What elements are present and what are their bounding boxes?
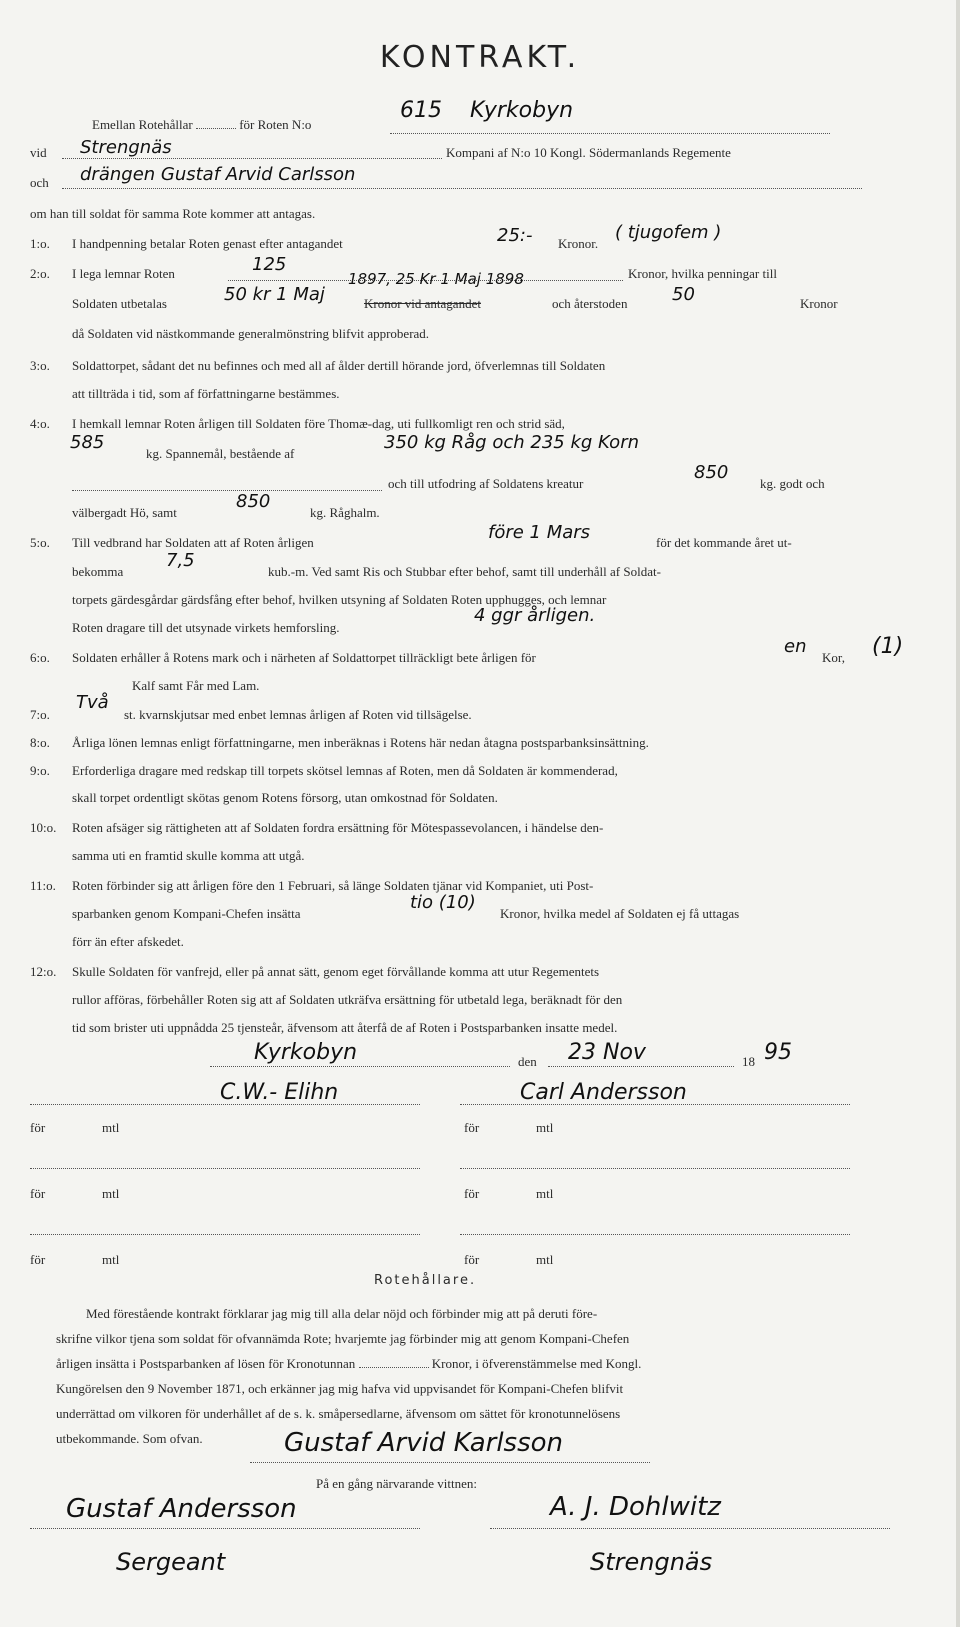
clause-8 [30, 735, 649, 751]
clause-text: I lega lemnar Roten [72, 266, 175, 281]
witness-left-title: Sergeant [116, 1548, 226, 1576]
clause-text: skall torpet ordentligt skötas genom Rotens försorg, utan omkostnad för Soldaten. [72, 790, 498, 805]
clause-11 [30, 878, 593, 894]
clause-text: Soldattorpet, sådant det nu befinnes och med all af ålder dertill hörande jord, öfverlemnas till Soldaten [72, 358, 606, 373]
rotehallare-label: Rotehållare. [374, 1273, 477, 1288]
clause-number: 7:o. [30, 707, 50, 722]
closing-text: underrättad om vilkoren för underhållet af de s. k. småpersedlarne, äfvensom om sättet för kronotunnelösens [56, 1406, 621, 1421]
clause-number: 2:o. [30, 266, 50, 281]
mtl-label: mtl [536, 1120, 554, 1135]
deposit-amount-handwriting: tio (10) [410, 892, 476, 913]
intro-text: vid [30, 145, 47, 160]
witness-right-place: Strengnäs [590, 1548, 713, 1576]
firewood-date-handwriting: före 1 Mars [488, 522, 591, 543]
date-year-handwriting: 95 [764, 1040, 792, 1065]
clause-text: Soldaten utbetalas [72, 296, 167, 311]
clause-number: 3:o. [30, 358, 50, 373]
clause-text: Kronor [800, 296, 838, 311]
clause-number: 9:o. [30, 763, 50, 778]
closing-text-part: Kronor, i öfverenstämmelse med Kongl. [431, 1356, 642, 1371]
witness-label: På en gång närvarande vittnen: [316, 1476, 477, 1491]
clause-text: Roten dragare till det utsynade virkets hemforsling. [72, 620, 340, 635]
struck-text: Kronor vid antagandet [364, 296, 481, 311]
clause-text: I hemkall lemnar Roten årligen till Soldaten före Thomæ-dag, uti fullkomligt ren och strid säd, [72, 416, 565, 431]
clause-text: Roten afsäger sig rättigheten att af Soldaten fordra ersättning för Mötespassevolancen, i händelse den- [72, 820, 604, 835]
clause-number: 12:o. [30, 964, 57, 979]
clause-12 [30, 964, 599, 980]
clause-text: Årliga lönen lemnas enligt författningarne, men inberäknas i Rotens här nedan åtagna postsparbanksinsättning. [72, 735, 649, 750]
clause-6 [30, 650, 536, 666]
clause-text: rullor afföras, förbehåller Roten sig att af Soldaten utkräfva ersättning för utbetald lega, beräknadt för den [72, 992, 623, 1007]
clause-text: Erforderliga dragare med redskap till torpets skötsel lemnas af Roten, men då Soldaten är kommenderad, [72, 763, 618, 778]
company-place-handwriting: Strengnäs [80, 137, 172, 158]
witness-left-signature: Gustaf Andersson [66, 1494, 297, 1524]
clause-text: Kronor. [558, 236, 599, 251]
clause-text: välbergadt Hö, samt [72, 505, 177, 520]
for-label: för [30, 1120, 46, 1135]
for-label: för [464, 1120, 480, 1135]
document-title: KONTRAKT. [379, 40, 581, 75]
clause-text: I handpenning betalar Roten genast efter antagandet [72, 236, 343, 251]
clause-9 [30, 763, 618, 779]
clause-text: bekomma [72, 564, 124, 579]
intro-text: Emellan Rotehållar [92, 117, 193, 132]
clause-text: torpets gärdesgårdar gärdsfång efter behof, hvilken utsyning af Soldaten Roten upphugges, och lemnar [72, 592, 607, 607]
clause-text: och återstoden [552, 296, 628, 311]
soldier-name-handwriting: drängen Gustaf Arvid Carlsson [80, 164, 356, 185]
clause-text: att tillträda i tid, som af författningarne bestämmes. [72, 386, 340, 401]
date-day-handwriting: 23 Nov [568, 1040, 646, 1065]
closing-text-part: årligen insätta i Postsparbanken af lösen för Kronotunnan [56, 1356, 356, 1371]
clause-text: förr än efter afskedet. [72, 934, 184, 949]
date-label: den [518, 1054, 537, 1069]
payment-schedule-handwriting: 50 kr 1 Maj [224, 284, 325, 305]
closing-text [56, 1356, 641, 1372]
clause-1 [30, 236, 343, 252]
for-label: för [464, 1186, 480, 1201]
date-place-handwriting: Kyrkobyn [254, 1040, 358, 1065]
intro-text: om han till soldat för samma Rote kommer att antagas. [30, 206, 316, 221]
clause-number: 10:o. [30, 820, 57, 835]
clause-text: Kalf samt Får med Lam. [132, 678, 260, 693]
intro-text: och [30, 175, 49, 190]
intro-text: för Roten N:o [239, 117, 312, 132]
clause-text: Till vedbrand har Soldaten att af Roten årligen [72, 535, 314, 550]
clause-text: då Soldaten vid nästkommande generalmönstring blifvit approberad. [72, 326, 430, 341]
hay-kg-handwriting: 850 [694, 462, 729, 483]
clause-number: 5:o. [30, 535, 50, 550]
clause-text: kg. Spannemål, bestående af [146, 446, 295, 461]
closing-text: Kungörelsen den 9 November 1871, och erkänner jag mig hafva vid uppvisandet för Kompani-Chefen blifvit [56, 1381, 624, 1396]
clause-number: 6:o. [30, 650, 50, 665]
mill-trips-handwriting: Två [76, 692, 109, 713]
clause-text: sparbanken genom Kompani-Chefen insätta [72, 906, 301, 921]
mtl-label: mtl [102, 1120, 120, 1135]
handpenning-amount-handwriting: 25:- [497, 225, 533, 246]
clause-text: kub.-m. Ved samt Ris och Stubbar efter behof, samt till underhåll af Soldat- [268, 564, 661, 579]
clause-text: och till utfodring af Soldatens kreatur [388, 476, 584, 491]
year-prefix: 18 [742, 1054, 755, 1069]
clause-text: för det kommande året ut- [656, 535, 792, 550]
cow-count-handwriting: en [784, 636, 807, 657]
for-label: för [30, 1186, 46, 1201]
grain-kg-handwriting: 585 [70, 432, 105, 453]
handpenning-words-handwriting: ( tjugofem ) [615, 222, 722, 243]
mtl-label: mtl [536, 1252, 554, 1267]
clause-number: 11:o. [30, 878, 56, 893]
closing-text: skrifne vilkor tjena som soldat för ofvannämda Rote; hvarjemte jag förbinder mig att genom Kompani-Chefen [56, 1331, 630, 1346]
rotehallare-signature-right: Carl Andersson [520, 1080, 687, 1105]
mtl-label: mtl [536, 1186, 554, 1201]
for-label: för [30, 1252, 46, 1267]
clause-3 [30, 358, 605, 374]
clause-text: samma uti en framtid skulle komma att utgå. [72, 848, 305, 863]
rote-number-handwriting: 615 [400, 98, 442, 123]
clause-4 [30, 416, 565, 432]
lega-amount-handwriting: 125 [252, 254, 287, 275]
grain-composition-handwriting: 350 kg Råg och 235 kg Korn [384, 432, 640, 453]
clause-text: kg. Råghalm. [310, 505, 380, 520]
transport-frequency-handwriting: 4 ggr årligen. [474, 605, 596, 626]
clause-5 [30, 535, 314, 551]
remainder-amount-handwriting: 50 [672, 284, 695, 305]
clause-text: Kronor, hvilka penningar till [628, 266, 777, 281]
mtl-label: mtl [102, 1186, 120, 1201]
clause-text: Kor, [822, 650, 845, 665]
rotehallare-signature-left: C.W.- Elihn [220, 1080, 339, 1105]
firewood-volume-handwriting: 7,5 [166, 550, 195, 571]
intro-text: Kompani af N:o 10 Kongl. Södermanlands Regemente [446, 145, 731, 160]
for-label: för [464, 1252, 480, 1267]
mtl-label: mtl [102, 1252, 120, 1267]
clause-7 [30, 707, 72, 723]
clause-number: 1:o. [30, 236, 50, 251]
intro-line-1 [92, 117, 311, 133]
clause-text: kg. godt och [760, 476, 825, 491]
witness-right-signature: A. J. Dohlwitz [550, 1492, 721, 1522]
clause-text: Soldaten erhåller å Rotens mark och i närheten af Soldattorpet tillräckligt bete årligen för [72, 650, 536, 665]
payment-schedule-handwriting-2: 1897, 25 Kr 1 Maj 1898 [348, 270, 524, 288]
clause-text: st. kvarnskjutsar med enbet lemnas årligen af Roten vid tillsägelse. [124, 707, 472, 722]
clause-10 [30, 820, 603, 836]
clause-text: tid som brister uti uppnådda 25 tjensteår, äfvensom att återfå de af Roten i Postsparbanken insatte medel. [72, 1020, 618, 1035]
intro-line-2 [30, 145, 47, 161]
clause-text: Roten förbinder sig att årligen före den 1 Februari, så länge Soldaten tjänar vid Kompaniet, uti Post- [72, 878, 594, 893]
clause-text: Kronor, hvilka medel af Soldaten ej få uttagas [500, 906, 740, 921]
soldier-signature: Gustaf Arvid Karlsson [284, 1428, 564, 1458]
closing-text: utbekommande. Som ofvan. [56, 1431, 203, 1446]
straw-kg-handwriting: 850 [236, 491, 271, 512]
clause-number: 8:o. [30, 735, 50, 750]
closing-text: Med förestående kontrakt förklarar jag mig till alla delar nöjd och förbinder mig att på deruti före- [86, 1306, 598, 1321]
cow-number-handwriting: (1) [872, 634, 904, 659]
clause-text: Skulle Soldaten för vanfrejd, eller på annat sätt, genom eget förvållande komma att utur Regementets [72, 964, 600, 979]
clause-number: 4:o. [30, 416, 50, 431]
rote-place-handwriting: Kyrkobyn [470, 98, 574, 123]
clause-2 [30, 266, 175, 282]
